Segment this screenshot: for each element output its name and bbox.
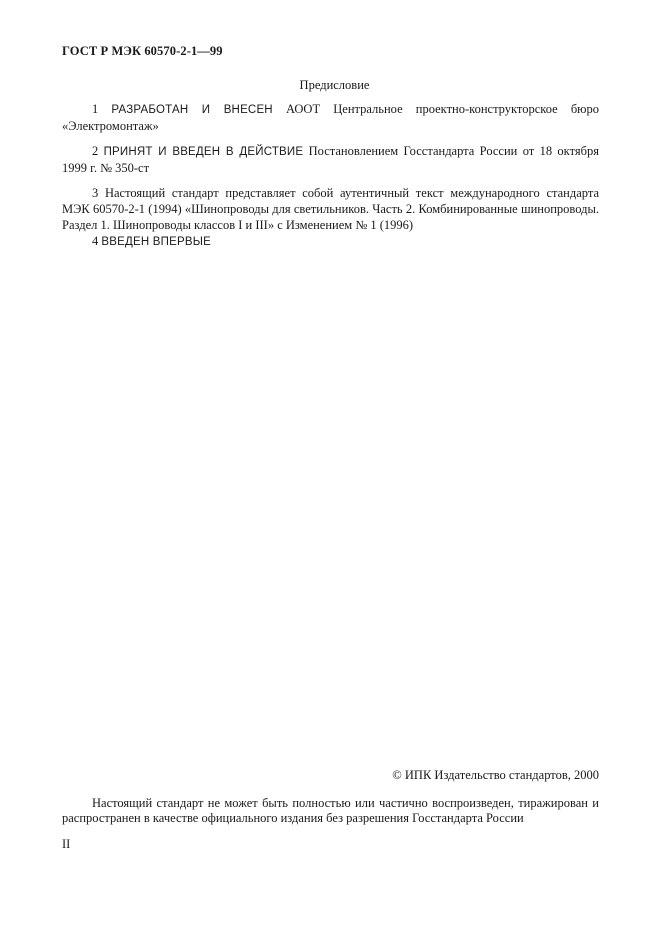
item-caps-heading: ПРИНЯТ И ВВЕДЕН В ДЕЙСТВИЕ (103, 146, 304, 158)
item-number: 3 (92, 186, 99, 200)
preface-item-3 (62, 185, 599, 233)
reproduction-notice: Настоящий стандарт не может быть полностью или частично воспроизведен, тиражирован и распространен в качестве официального издания без разрешения Госстандарта России (62, 796, 599, 825)
item-text: АООТ Центральное проектно-конструкторское бюро «Электромонтаж» (62, 102, 600, 133)
item-number: 1 (92, 102, 99, 116)
page-number: II (62, 837, 71, 851)
item-number: 2 (92, 144, 99, 158)
item-caps-heading: РАЗРАБОТАН И ВНЕСЕН (111, 104, 273, 116)
item-text: Настоящий стандарт представляет собой аутентичный текст международного стандарта МЭК 60570-2-1 (1994) «Шинопроводы для светильников. Часть 2. Комбинированные шинопроводы. Раздел 1. Шинопроводы классов I и III» с Изменением № 1 (1996) (62, 186, 599, 232)
item-caps-heading: ВВЕДЕН ВПЕРВЫЕ (101, 236, 211, 248)
preface-item-1 (62, 101, 599, 134)
standard-code-header: ГОСТ Р МЭК 60570-2-1—99 (62, 44, 223, 58)
preface-item-2 (62, 143, 599, 176)
item-number: 4 (92, 234, 99, 248)
page-title: Предисловие (299, 78, 370, 92)
preface-item-4 (62, 233, 599, 250)
copyright-notice: © ИПК Издательство стандартов, 2000 (392, 768, 599, 782)
item-text: Постановлением Госстандарта России от 18 октября 1999 г. № 350-ст (62, 144, 599, 175)
